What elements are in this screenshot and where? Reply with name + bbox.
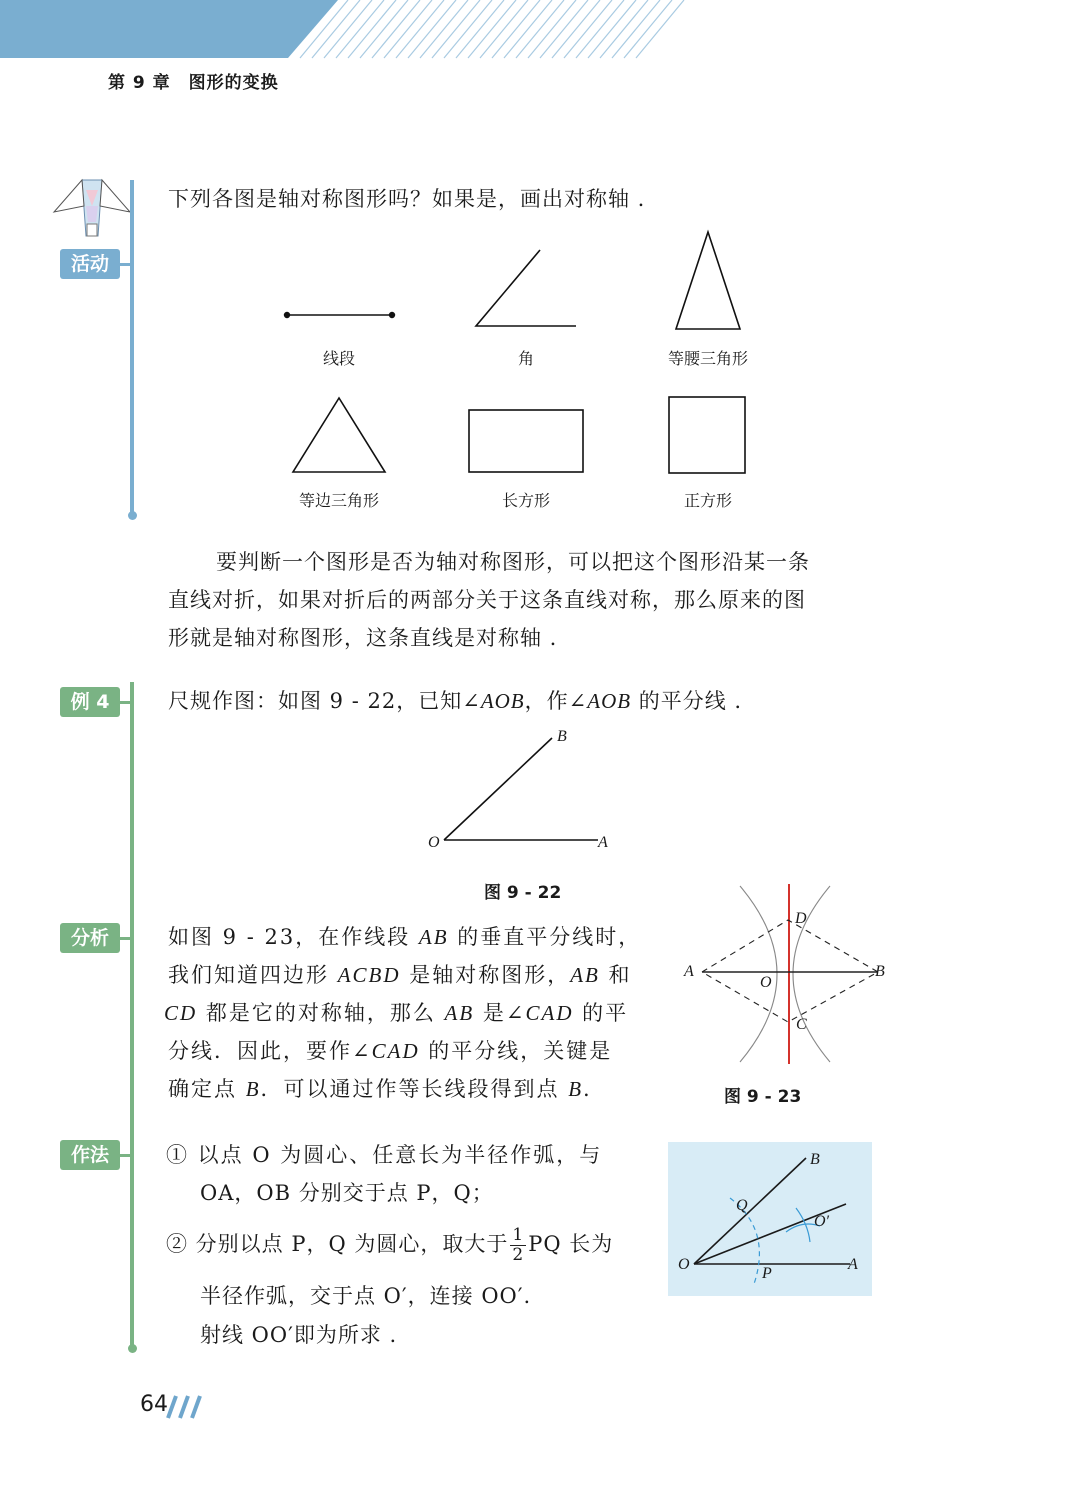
angle-shape bbox=[476, 250, 576, 326]
activity-tag: 活动 bbox=[60, 249, 120, 279]
figure-9-22-caption: 图 9 - 22 bbox=[484, 883, 562, 903]
example-tag: 例 4 bbox=[60, 687, 120, 717]
activity-timeline-end bbox=[128, 511, 137, 520]
activity-timeline bbox=[130, 180, 134, 516]
method-step-2c: 半径作弧，交于点 O′，连接 OO′. bbox=[200, 1284, 532, 1308]
method-label-o: O bbox=[678, 1256, 690, 1273]
method-conclusion: 射线 OO′即为所求 . bbox=[200, 1323, 398, 1347]
analysis-line-1: 如图 9 - 23，在作线段 AB 的垂直平分线时， bbox=[168, 925, 642, 949]
analysis-line-2: 我们知道四边形 ACBD 是轴对称图形，AB 和 bbox=[168, 963, 632, 987]
shape-caption-segment: 线段 bbox=[322, 349, 355, 368]
header-band bbox=[0, 0, 1082, 60]
figure-9-23 bbox=[682, 882, 888, 1066]
shape-caption-isosceles: 等腰三角形 bbox=[667, 349, 748, 368]
method-tag: 作法 bbox=[60, 1140, 120, 1170]
analysis-line-4: 分线．因此，要作∠CAD 的平分线，关键是 bbox=[168, 1039, 613, 1063]
rectangle-shape bbox=[469, 410, 583, 472]
shape-caption-angle: 角 bbox=[517, 349, 534, 368]
analysis-tag: 分析 bbox=[60, 923, 120, 953]
example-timeline-end bbox=[128, 1344, 137, 1353]
analysis-line-3: CD 都是它的对称轴，那么 AB 是∠CAD 的平 bbox=[164, 1001, 629, 1025]
example-timeline bbox=[130, 682, 134, 1348]
shape-caption-square: 正方形 bbox=[683, 491, 732, 510]
method-label-o-prime: O′ bbox=[814, 1213, 830, 1230]
figure-9-22 bbox=[420, 724, 620, 860]
explanation-line-2: 直线对折，如果对折后的两部分关于这条直线对称，那么原来的图 bbox=[168, 588, 806, 612]
method-step-2a: ② 分别以点 P，Q 为圆心，取大于 $\frac{1}{2}$ PQ 长为 bbox=[166, 1225, 614, 1265]
analysis-tick bbox=[120, 937, 132, 940]
fig23-label-b: B bbox=[875, 963, 885, 980]
isosceles-triangle-shape bbox=[676, 232, 740, 329]
method-step-1a: ① 以点 O 为圆心、任意长为半径作弧，与 bbox=[166, 1143, 603, 1167]
explanation-line-1: 要判断一个图形是否为轴对称图形，可以把这个图形沿某一条 bbox=[216, 550, 810, 574]
shapes-figure bbox=[270, 226, 770, 516]
method-label-p: P bbox=[762, 1265, 772, 1282]
fig23-label-d: D bbox=[795, 910, 807, 927]
example-text: 尺规作图：如图 9 - 22，已知∠AOB，作∠AOB 的平分线 . bbox=[168, 689, 743, 713]
explanation-line-3: 形就是轴对称图形，这条直线是对称轴 . bbox=[168, 626, 558, 650]
fig22-label-a: A bbox=[598, 834, 608, 851]
method-label-q: Q bbox=[736, 1197, 748, 1214]
fig23-label-a: A bbox=[684, 963, 694, 980]
shape-caption-rectangle: 长方形 bbox=[501, 491, 550, 510]
page-number-slashes bbox=[166, 1394, 208, 1420]
method-tick bbox=[120, 1154, 132, 1157]
equilateral-triangle-shape bbox=[293, 398, 385, 472]
method-step-1b: OA，OB 分别交于点 P，Q； bbox=[200, 1181, 494, 1205]
kite-icon bbox=[52, 176, 132, 242]
fig23-label-o: O bbox=[760, 974, 772, 991]
method-label-a: A bbox=[848, 1256, 858, 1273]
analysis-line-5: 确定点 B．可以通过作等长线段得到点 B. bbox=[168, 1077, 592, 1101]
shape-caption-equilateral: 等边三角形 bbox=[298, 491, 379, 510]
fig23-label-c: C bbox=[796, 1016, 807, 1033]
fig22-label-o: O bbox=[428, 834, 440, 851]
chapter-title: 第 9 章 图形的变换 bbox=[108, 73, 279, 93]
activity-prompt: 下列各图是轴对称图形吗？如果是，画出对称轴 . bbox=[168, 187, 646, 211]
page-number: 64 bbox=[140, 1392, 168, 1417]
square-shape bbox=[669, 397, 745, 473]
fig22-label-b: B bbox=[557, 728, 567, 745]
method-label-b: B bbox=[810, 1151, 820, 1168]
figure-9-23-caption: 图 9 - 23 bbox=[724, 1087, 802, 1107]
